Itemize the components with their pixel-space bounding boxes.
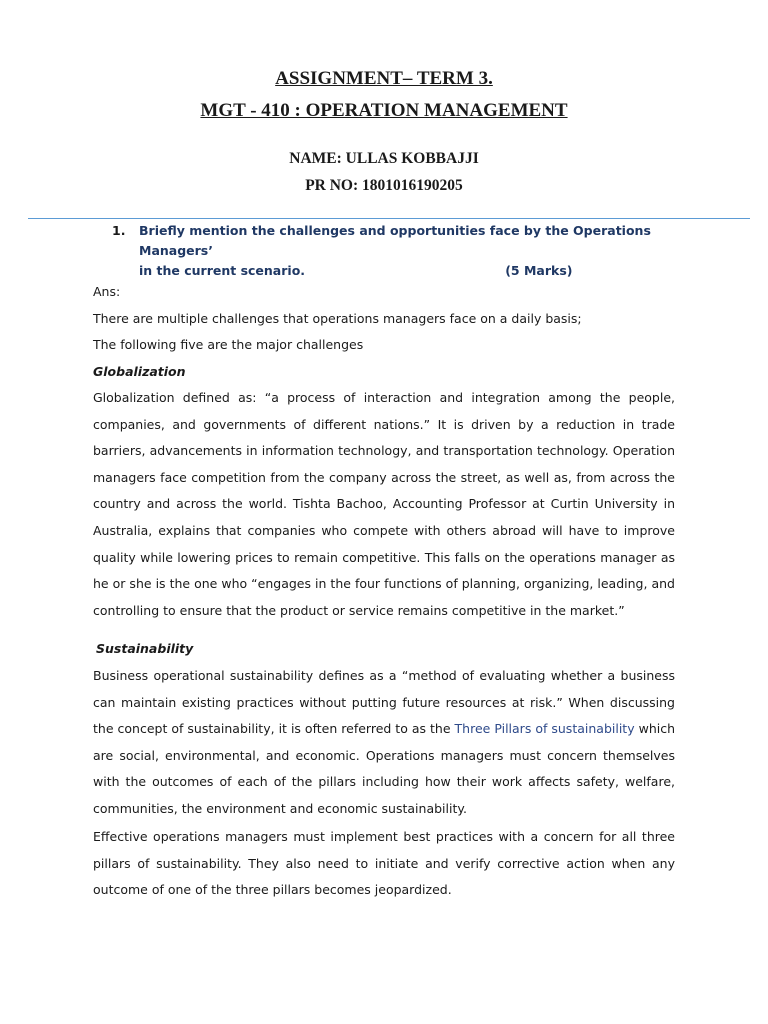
answer-label: Ans: (93, 284, 121, 299)
answer-intro-1: There are multiple challenges that operations managers face on a daily basis; (93, 311, 582, 326)
globalization-heading: Globalization (93, 364, 186, 379)
question-line-2: in the current scenario. (5 Marks) (139, 263, 573, 278)
effective-managers-paragraph: Effective operations managers must implement best practices with a concern for all three pillars of sustainability. They also need to initiate and verify corrective action when any outcome of one of the three pillars becomes jeopardized. (93, 829, 675, 898)
sustainability-text-3: of each of the pillars including how their work affects safety, welfare, communities, the environment and economic sustainability. (93, 774, 675, 816)
globalization-paragraph: Globalization defined as: “a process of interaction and integration among the people, companies, and governments of different nations.” It is driven by a reduction in trade barriers, advancements in information technology, and transportation technology. Operation managers face competition from the company across the street, as well as, from across the country and across the world. Tishta Bachoo, Accounting Professor at Curtin University in Australia, explains that companies who compete with others abroad will have to improve quality while lowering prices to remain competitive. This falls on the operations manager as he or she is the one who “engages in the four functions of planning, organizing, leading, and controlling to ensure that the product or service remains competitive in the market.” (93, 390, 675, 618)
sustainability-heading: Sustainability (96, 641, 194, 656)
question-number: 1. (112, 223, 126, 238)
question-line-1: Briefly mention the challenges and opportunities face by the Operations Managers’ (139, 223, 651, 258)
header-divider (28, 218, 750, 219)
pr-number: PR NO: 1801016190205 (305, 177, 463, 194)
course-title: MGT - 410 : OPERATION MANAGEMENT (200, 100, 568, 121)
outcomes-link[interactable]: outcomes (152, 774, 214, 790)
sustainability-text-1: Business operational sustainability defines as a “method of evaluating whether a business can maintain existing practices without putting future resources at risk.” When discussing the concept of sustainability, it is often referred to as the (93, 668, 675, 737)
assignment-title: ASSIGNMENT– TERM 3. (275, 68, 493, 89)
sustainability-text-2: which are social, environmental, and economic. Operations managers must concern themselves with the (93, 721, 676, 790)
question-1 (112, 221, 682, 281)
sustainability-paragraph (93, 663, 675, 823)
student-name: NAME: ULLAS KOBBAJJI (289, 150, 479, 167)
three-pillars-link[interactable]: Three Pillars of sustainability (454, 721, 635, 737)
answer-intro-2: The following five are the major challenges (93, 337, 364, 352)
